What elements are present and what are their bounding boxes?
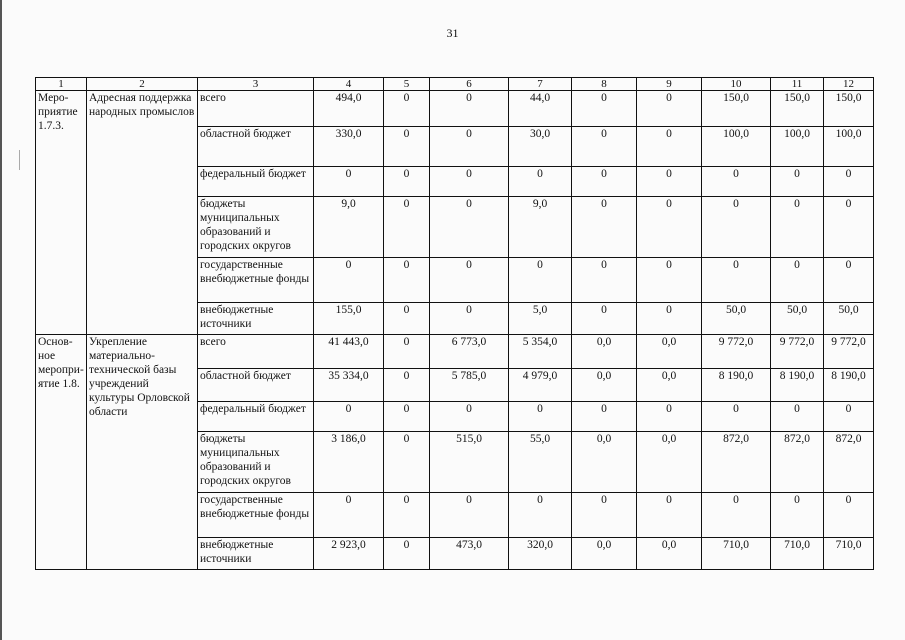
table-row	[36, 335, 874, 369]
funding-source-cell: внебюджетные источники	[198, 538, 314, 570]
amount-cell: 0	[384, 303, 430, 335]
column-number: 9	[637, 78, 702, 91]
amount-cell: 5,0	[509, 303, 572, 335]
funding-source-cell: государственные внебюджетные фонды	[198, 258, 314, 303]
amount-cell: 0	[637, 91, 702, 127]
column-number: 5	[384, 78, 430, 91]
column-number-row	[36, 78, 874, 91]
amount-cell: 55,0	[509, 432, 572, 493]
amount-cell: 9 772,0	[824, 335, 874, 369]
measure-code-cell: Основ-ное меропри-ятие 1.8.	[36, 335, 87, 570]
column-number: 7	[509, 78, 572, 91]
measure-title-cell: Укрепление материально-технической базы учреждений культуры Орловской области	[87, 335, 198, 570]
amount-cell: 30,0	[509, 127, 572, 167]
amount-cell: 0	[384, 402, 430, 432]
amount-cell: 0	[314, 402, 384, 432]
amount-cell: 0,0	[637, 335, 702, 369]
funding-source-cell: внебюджетные источники	[198, 303, 314, 335]
amount-cell: 0	[572, 402, 637, 432]
amount-cell: 0	[384, 127, 430, 167]
amount-cell: 3 186,0	[314, 432, 384, 493]
amount-cell: 0	[824, 167, 874, 197]
amount-cell: 0	[824, 258, 874, 303]
amount-cell: 872,0	[824, 432, 874, 493]
amount-cell: 0	[637, 303, 702, 335]
amount-cell: 9,0	[314, 197, 384, 258]
amount-cell: 0	[384, 538, 430, 570]
amount-cell: 0,0	[572, 369, 637, 402]
amount-cell: 5 785,0	[430, 369, 509, 402]
funding-source-cell: областной бюджет	[198, 369, 314, 402]
amount-cell: 0	[824, 402, 874, 432]
funding-source-cell: государственные внебюджетные фонды	[198, 493, 314, 538]
amount-cell: 6 773,0	[430, 335, 509, 369]
amount-cell: 0	[572, 197, 637, 258]
amount-cell: 0	[430, 402, 509, 432]
funding-source-cell: всего	[198, 91, 314, 127]
amount-cell: 9 772,0	[702, 335, 771, 369]
amount-cell: 50,0	[771, 303, 824, 335]
amount-cell: 0	[771, 167, 824, 197]
amount-cell: 155,0	[314, 303, 384, 335]
scan-mark	[19, 150, 20, 170]
amount-cell: 0	[509, 167, 572, 197]
measure-code-cell: Меро-приятие 1.7.3.	[36, 91, 87, 335]
amount-cell: 0	[384, 197, 430, 258]
amount-cell: 0,0	[572, 335, 637, 369]
amount-cell: 0	[384, 167, 430, 197]
amount-cell: 0	[637, 167, 702, 197]
amount-cell: 9 772,0	[771, 335, 824, 369]
amount-cell: 50,0	[824, 303, 874, 335]
amount-cell: 150,0	[771, 91, 824, 127]
column-number: 3	[198, 78, 314, 91]
amount-cell: 710,0	[771, 538, 824, 570]
amount-cell: 0	[771, 402, 824, 432]
amount-cell: 0	[637, 258, 702, 303]
amount-cell: 0	[509, 493, 572, 538]
amount-cell: 0	[572, 91, 637, 127]
measure-title-cell: Адресная поддержка народных промыслов	[87, 91, 198, 335]
amount-cell: 100,0	[824, 127, 874, 167]
amount-cell: 0	[702, 258, 771, 303]
amount-cell: 0	[637, 127, 702, 167]
amount-cell: 710,0	[702, 538, 771, 570]
amount-cell: 8 190,0	[771, 369, 824, 402]
amount-cell: 2 923,0	[314, 538, 384, 570]
amount-cell: 710,0	[824, 538, 874, 570]
amount-cell: 494,0	[314, 91, 384, 127]
amount-cell: 0	[572, 127, 637, 167]
amount-cell: 0	[824, 493, 874, 538]
funding-source-cell: всего	[198, 335, 314, 369]
amount-cell: 330,0	[314, 127, 384, 167]
amount-cell: 0	[384, 335, 430, 369]
table-row	[36, 91, 874, 127]
column-number: 12	[824, 78, 874, 91]
amount-cell: 8 190,0	[702, 369, 771, 402]
amount-cell: 0	[637, 402, 702, 432]
funding-source-cell: областной бюджет	[198, 127, 314, 167]
column-number: 1	[36, 78, 87, 91]
amount-cell: 44,0	[509, 91, 572, 127]
amount-cell: 0	[771, 197, 824, 258]
amount-cell: 872,0	[702, 432, 771, 493]
amount-cell: 0	[314, 493, 384, 538]
amount-cell: 150,0	[824, 91, 874, 127]
amount-cell: 0	[702, 167, 771, 197]
amount-cell: 0,0	[637, 369, 702, 402]
amount-cell: 0	[430, 197, 509, 258]
amount-cell: 0,0	[572, 432, 637, 493]
amount-cell: 872,0	[771, 432, 824, 493]
amount-cell: 0	[430, 91, 509, 127]
amount-cell: 5 354,0	[509, 335, 572, 369]
amount-cell: 473,0	[430, 538, 509, 570]
amount-cell: 0	[384, 432, 430, 493]
amount-cell: 0	[771, 258, 824, 303]
funding-source-cell: бюджеты муниципальных образований и городских округов	[198, 432, 314, 493]
amount-cell: 0	[430, 493, 509, 538]
funding-source-cell: бюджеты муниципальных образований и городских округов	[198, 197, 314, 258]
page-number: 31	[446, 26, 459, 40]
column-number: 4	[314, 78, 384, 91]
amount-cell: 0	[637, 197, 702, 258]
column-number: 2	[87, 78, 198, 91]
amount-cell: 50,0	[702, 303, 771, 335]
amount-cell: 9,0	[509, 197, 572, 258]
amount-cell: 0	[430, 127, 509, 167]
amount-cell: 0	[572, 167, 637, 197]
amount-cell: 0	[702, 493, 771, 538]
amount-cell: 0	[572, 303, 637, 335]
amount-cell: 0	[430, 258, 509, 303]
column-number: 8	[572, 78, 637, 91]
amount-cell: 0	[572, 258, 637, 303]
funding-source-cell: федеральный бюджет	[198, 167, 314, 197]
amount-cell: 0	[824, 197, 874, 258]
amount-cell: 8 190,0	[824, 369, 874, 402]
amount-cell: 0	[314, 167, 384, 197]
amount-cell: 100,0	[771, 127, 824, 167]
amount-cell: 0	[637, 493, 702, 538]
budget-table	[35, 77, 874, 570]
amount-cell: 0	[702, 197, 771, 258]
amount-cell: 0,0	[572, 538, 637, 570]
amount-cell: 0	[430, 303, 509, 335]
amount-cell: 320,0	[509, 538, 572, 570]
amount-cell: 0	[771, 493, 824, 538]
page-edge-line	[0, 0, 2, 640]
amount-cell: 0	[509, 402, 572, 432]
amount-cell: 0	[572, 493, 637, 538]
column-number: 11	[771, 78, 824, 91]
amount-cell: 100,0	[702, 127, 771, 167]
funding-source-cell: федеральный бюджет	[198, 402, 314, 432]
amount-cell: 0,0	[637, 432, 702, 493]
amount-cell: 515,0	[430, 432, 509, 493]
amount-cell: 150,0	[702, 91, 771, 127]
amount-cell: 0	[384, 91, 430, 127]
amount-cell: 41 443,0	[314, 335, 384, 369]
amount-cell: 0	[509, 258, 572, 303]
amount-cell: 0	[384, 258, 430, 303]
amount-cell: 35 334,0	[314, 369, 384, 402]
amount-cell: 0	[384, 369, 430, 402]
amount-cell: 0,0	[637, 538, 702, 570]
column-number: 6	[430, 78, 509, 91]
amount-cell: 0	[430, 167, 509, 197]
amount-cell: 0	[314, 258, 384, 303]
amount-cell: 0	[702, 402, 771, 432]
amount-cell: 0	[384, 493, 430, 538]
amount-cell: 4 979,0	[509, 369, 572, 402]
column-number: 10	[702, 78, 771, 91]
